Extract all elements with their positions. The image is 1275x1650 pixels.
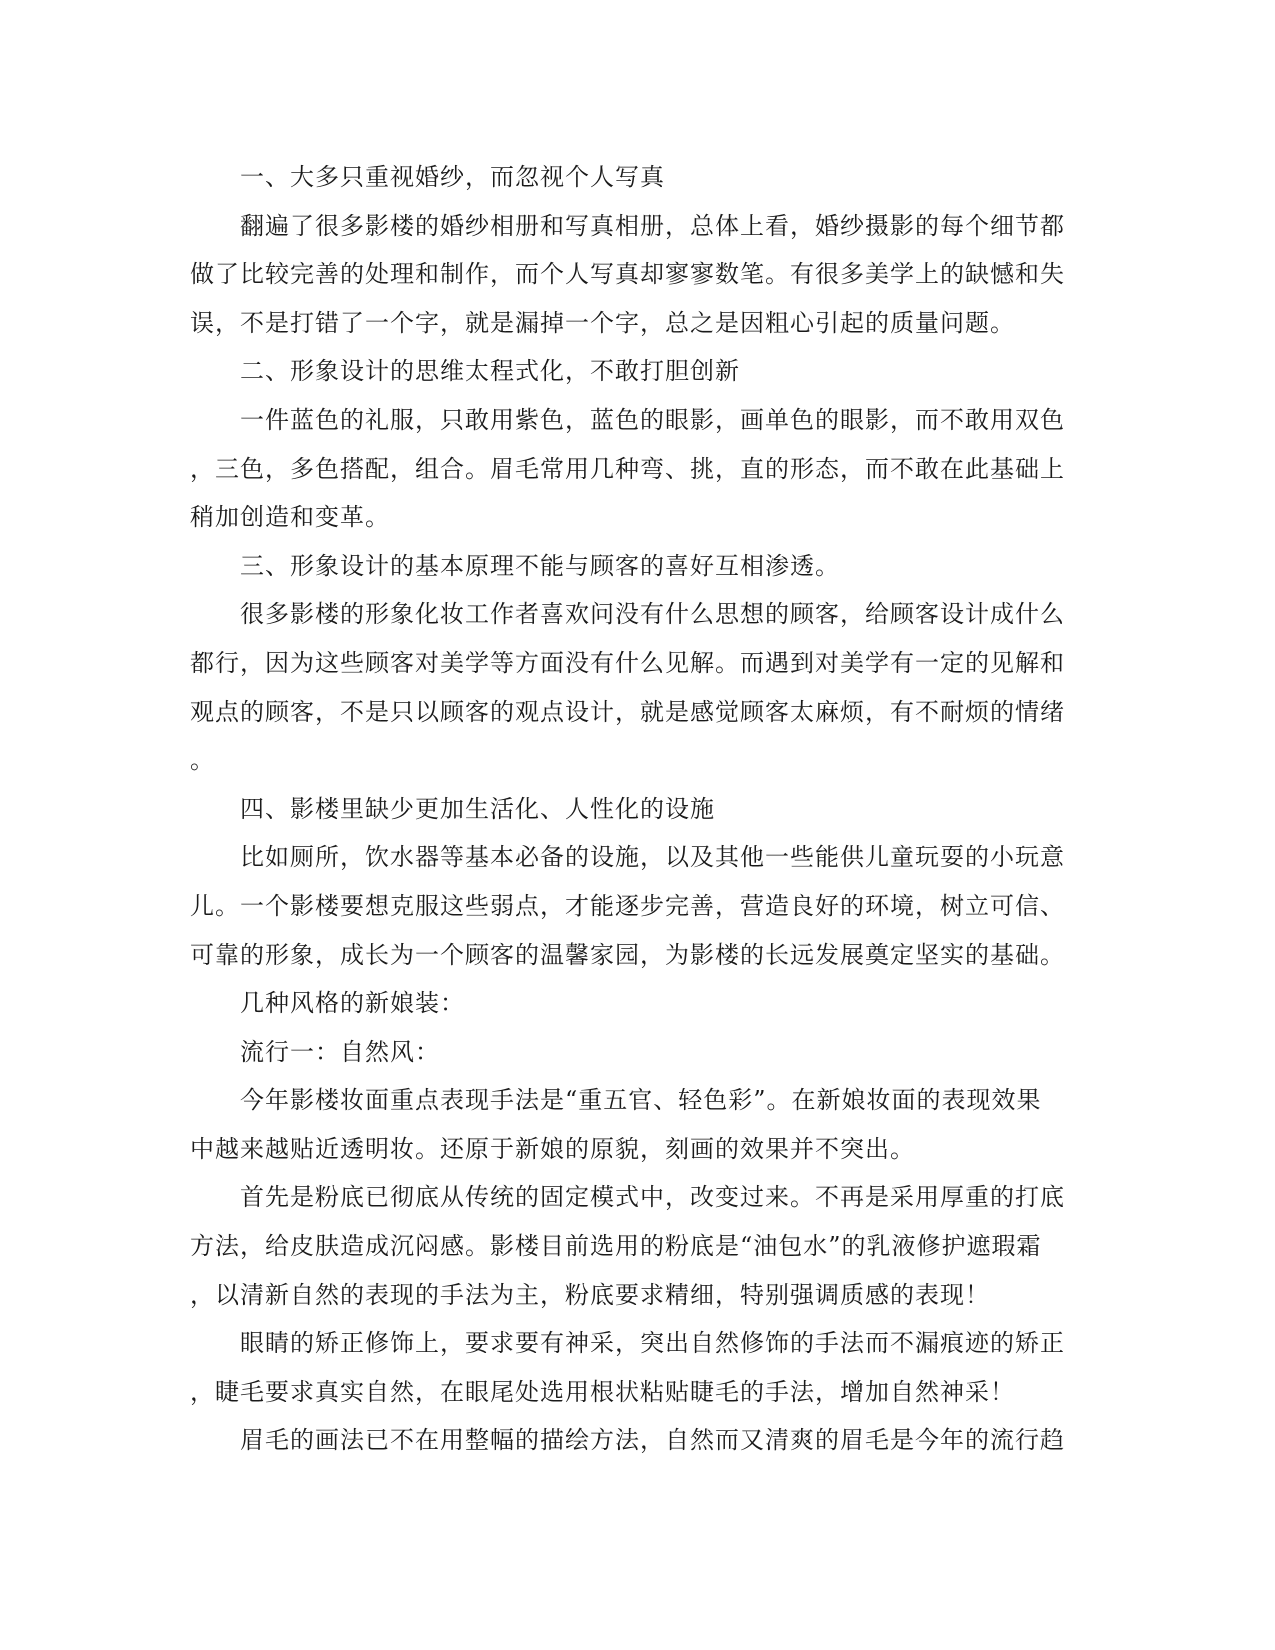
heading-3: 三、形象设计的基本原理不能与顾客的喜好互相渗透。: [240, 551, 840, 580]
heading-4: 四、影楼里缺少更加生活化、人性化的设施: [240, 794, 715, 823]
paragraph-line: 稍加创造和变革。: [190, 503, 390, 532]
paragraph-line: 眉毛的画法已不在用整幅的描绘方法，自然而又清爽的眉毛是今年的流行趋: [240, 1426, 1065, 1455]
paragraph-line: 。: [190, 746, 215, 775]
paragraph-line: 翻遍了很多影楼的婚纱相册和写真相册，总体上看，婚纱摄影的每个细节都: [240, 211, 1065, 240]
paragraph-line: ，三色，多色搭配，组合。眉毛常用几种弯、挑，直的形态，而不敢在此基础上: [190, 454, 1065, 483]
subsection-heading: 流行一：自然风：: [240, 1037, 440, 1066]
paragraph-line: 一件蓝色的礼服，只敢用紫色，蓝色的眼影，画单色的眼影，而不敢用双色: [240, 405, 1065, 434]
paragraph-line: 比如厕所，饮水器等基本必备的设施，以及其他一些能供儿童玩耍的小玩意: [240, 843, 1065, 872]
paragraph-line: 方法，给皮肤造成沉闷感。影楼目前选用的粉底是“油包水”的乳液修护遮瑕霜: [190, 1232, 1042, 1261]
paragraph-line: 可靠的形象，成长为一个顾客的温馨家园，为影楼的长远发展奠定坚实的基础。: [190, 940, 1065, 969]
paragraph-line: 观点的顾客，不是只以顾客的观点设计，就是感觉顾客太麻烦，有不耐烦的情绪: [190, 697, 1065, 726]
paragraph-line: 今年影楼妆面重点表现手法是“重五官、轻色彩”。在新娘妆面的表现效果: [240, 1086, 1042, 1115]
heading-2: 二、形象设计的思维太程式化，不敢打胆创新: [240, 357, 740, 386]
paragraph-line: ，睫毛要求真实自然，在眼尾处选用根状粘贴睫毛的手法，增加自然神采！: [190, 1377, 1015, 1406]
paragraph-line: 做了比较完善的处理和制作，而个人写真却寥寥数笔。有很多美学上的缺憾和失: [190, 260, 1065, 289]
paragraph-line: 误，不是打错了一个字，就是漏掉一个字，总之是因粗心引起的质量问题。: [190, 308, 1015, 337]
document-body: [190, 153, 1070, 1465]
paragraph-line: 首先是粉底已彻底从传统的固定模式中，改变过来。不再是采用厚重的打底: [240, 1183, 1065, 1212]
paragraph-line: 眼睛的矫正修饰上，要求要有神采，突出自然修饰的手法而不漏痕迹的矫正: [240, 1329, 1065, 1358]
heading-1: 一、大多只重视婚纱，而忽视个人写真: [240, 163, 665, 191]
paragraph-line: 中越来越贴近透明妆。还原于新娘的原貌，刻画的效果并不突出。: [190, 1134, 915, 1163]
paragraph-line: 都行，因为这些顾客对美学等方面没有什么见解。而遇到对美学有一定的见解和: [190, 648, 1065, 677]
paragraph-line: 很多影楼的形象化妆工作者喜欢问没有什么思想的顾客，给顾客设计成什么: [240, 600, 1065, 629]
paragraph-line: 儿。一个影楼要想克服这些弱点，才能逐步完善，营造良好的环境，树立可信、: [190, 891, 1065, 920]
section-heading: 几种风格的新娘装：: [240, 989, 465, 1018]
paragraph-line: ，以清新自然的表现的手法为主，粉底要求精细，特别强调质感的表现！: [190, 1280, 990, 1309]
